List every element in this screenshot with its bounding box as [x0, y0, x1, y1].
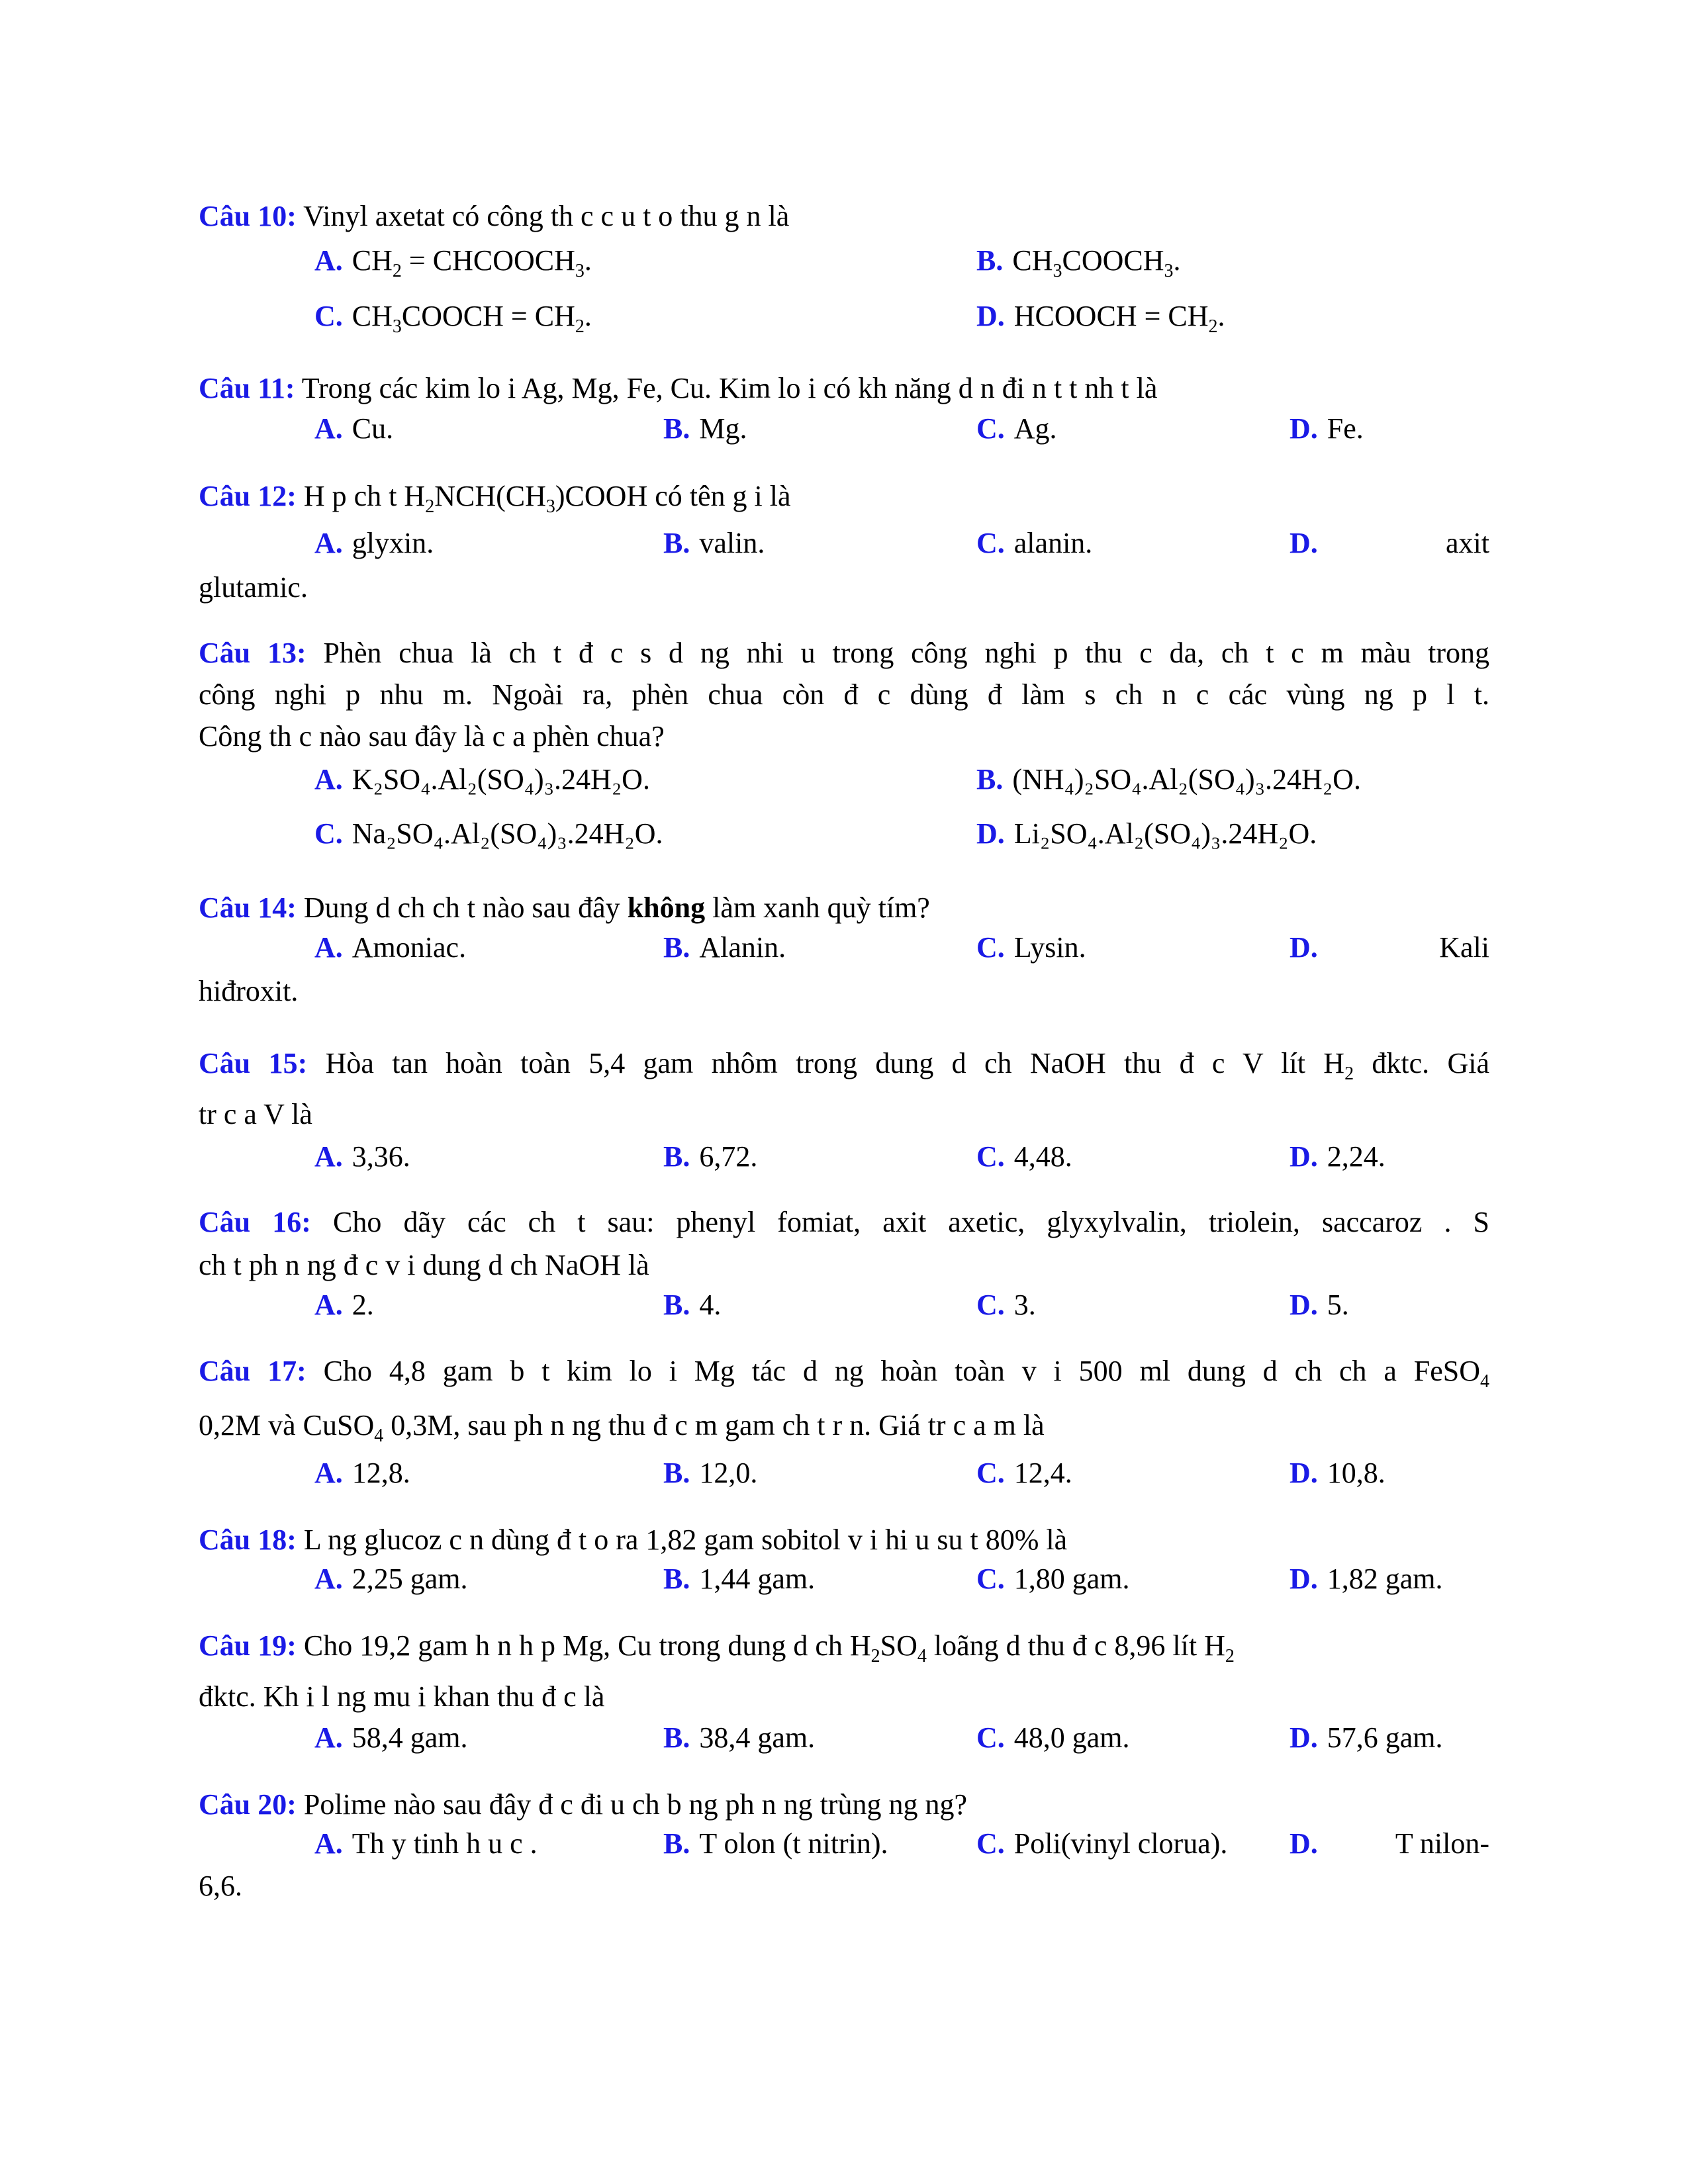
option-b: B. 1,44 gam. — [663, 1563, 816, 1595]
option-c: C. Na₂SO₄.Al₂(SO₄)₃.24H₂O. — [314, 817, 663, 850]
question-text: Polime nào sau đây đ c đi u ch b ng ph n ng trùng ng ng? — [303, 1788, 967, 1821]
option-d: D. T nilon- — [1289, 1827, 1489, 1860]
question-text: Cho 4,8 gam b t kim lo i Mg tác d ng hoàn toàn v i 500 ml dung d ch ch a FeSO$_4$ — [323, 1355, 1490, 1392]
question-number: Câu 10: — [199, 200, 297, 232]
question-number: Câu 15: — [199, 1047, 308, 1079]
question-19-line-2: đktc. Kh i l ng mu i khan thu đ c là — [199, 1680, 605, 1713]
question-13-line-2: công nghi p nhu m. Ngoài ra, phèn chua còn đ c dùng đ làm s ch n c các vùng ng p l t. — [199, 678, 1489, 711]
option-a: A. K₂SO₄.Al₂(SO₄)₃.24H₂O. — [314, 763, 650, 796]
question-16-line-1 — [199, 1201, 1489, 1244]
option-d: D. 2,24. — [1289, 1140, 1385, 1173]
question-10 — [199, 195, 1489, 238]
option-b: B. 4. — [663, 1289, 722, 1321]
option-d: D. 5. — [1289, 1289, 1349, 1321]
option-a: A. Amoniac. — [314, 931, 467, 964]
question-text: Cho 19,2 gam h n h p Mg, Cu trong dung d ch $H_2SO_4$ loãng d thu đ c 8,96 lít $H_2$ — [303, 1629, 1235, 1666]
question-text: Hòa tan hoàn toàn 5,4 gam nhôm trong dung d ch NaOH thu đ c V lít $H_2$ đktc. Giá — [325, 1047, 1489, 1084]
question-11 — [199, 367, 1489, 410]
option-b: B. 38,4 gam. — [663, 1721, 816, 1754]
option-a: A. glyxin. — [314, 527, 434, 559]
option-a: A. $CH_2$ = $CHCOOCH_3$. — [314, 244, 592, 281]
option-b: B. T olon (t nitrin). — [663, 1827, 888, 1860]
question-20 — [199, 1784, 1489, 1826]
question-text: Dung d ch ch t nào sau đây không làm xanh quỳ tím? — [303, 891, 930, 924]
question-number: Câu 19: — [199, 1629, 297, 1662]
option-d: D. 1,82 gam. — [1289, 1563, 1443, 1595]
option-d: D. 10,8. — [1289, 1457, 1385, 1489]
question-number: Câu 14: — [199, 891, 297, 924]
option-b: B. 12,0. — [663, 1457, 758, 1489]
question-17-line-2: 0,2M và CuSO$_4$ 0,3M, sau ph n ng thu đ c m gam ch t r n. Giá tr c a m là — [199, 1409, 1045, 1446]
option-c: C. 1,80 gam. — [976, 1563, 1130, 1595]
option-d: D. Li₂SO₄.Al₂(SO₄)₃.24H₂O. — [976, 817, 1317, 850]
option-c: C. 48,0 gam. — [976, 1721, 1130, 1754]
option-continuation: hiđroxit. — [199, 975, 299, 1007]
option-c: C. 3. — [976, 1289, 1036, 1321]
question-16-line-2: ch t ph n ng đ c v i dung d ch NaOH là — [199, 1249, 649, 1281]
question-17-line-1 — [199, 1350, 1489, 1392]
question-number: Câu 12: — [199, 480, 297, 512]
option-b: B. valin. — [663, 527, 765, 559]
option-a: A. Th y tinh h u c . — [314, 1827, 538, 1860]
question-number: Câu 16: — [199, 1206, 311, 1238]
option-d: D. Kali — [1289, 931, 1489, 964]
question-number: Câu 11: — [199, 372, 295, 404]
option-a: A. 2,25 gam. — [314, 1563, 468, 1595]
question-13-line-3: Công th c nào sau đây là c a phèn chua? — [199, 720, 665, 752]
question-text: L ng glucoz c n dùng đ t o ra 1,82 gam sobitol v i hi u su t 80% là — [303, 1524, 1068, 1556]
question-12 — [199, 475, 1489, 518]
question-text: Vinyl axetat có công th c c u t o thu g n là — [303, 200, 790, 232]
option-c: C. $CH_3COOCH = CH_2$. — [314, 300, 592, 337]
option-d: D. axit — [1289, 527, 1489, 559]
question-15-line-1 — [199, 1042, 1489, 1085]
option-b: B. Mg. — [663, 412, 747, 445]
option-a: A. 3,36. — [314, 1140, 410, 1173]
option-a: A. 58,4 gam. — [314, 1721, 468, 1754]
option-continuation: glutamic. — [199, 571, 308, 604]
question-14 — [199, 887, 1489, 929]
question-15-line-2: tr c a V là — [199, 1098, 312, 1130]
option-c: C. 12,4. — [976, 1457, 1072, 1489]
question-text: Cho dãy các ch t sau: phenyl fomiat, axit axetic, glyxylvalin, triolein, saccaroz . S — [333, 1206, 1489, 1238]
question-number: Câu 20: — [199, 1788, 297, 1821]
question-text: H p ch t $H_2NCH(CH_3)COOH$ có tên g i là — [303, 480, 791, 517]
question-number: Câu 17: — [199, 1355, 306, 1387]
question-text: Trong các kim lo i Ag, Mg, Fe, Cu. Kim lo i có kh năng d n đi n t t nh t là — [301, 372, 1158, 404]
question-text: Phèn chua là ch t đ c s d ng nhi u trong công nghi p thu c da, ch t c m màu trong — [323, 637, 1490, 669]
option-c: C. Ag. — [976, 412, 1057, 445]
question-19-line-1 — [199, 1625, 1489, 1667]
option-c: C. Lysin. — [976, 931, 1086, 964]
question-13-line-1 — [199, 632, 1489, 674]
question-18 — [199, 1519, 1489, 1561]
option-a: A. 2. — [314, 1289, 374, 1321]
option-d: D. Fe. — [1289, 412, 1364, 445]
option-a: A. 12,8. — [314, 1457, 410, 1489]
option-c: C. 4,48. — [976, 1140, 1072, 1173]
option-d: D. HCOOCH = $CH_2$. — [976, 300, 1225, 337]
option-b: B. (NH₄)₂SO₄.Al₂(SO₄)₃.24H₂O. — [976, 763, 1361, 796]
question-number: Câu 18: — [199, 1524, 297, 1556]
option-c: C. Poli(vinyl clorua). — [976, 1827, 1228, 1860]
option-a: A. Cu. — [314, 412, 394, 445]
option-c: C. alanin. — [976, 527, 1093, 559]
option-continuation: 6,6. — [199, 1870, 242, 1902]
option-b: B. $CH_3COOCH_3$. — [976, 244, 1181, 281]
option-d: D. 57,6 gam. — [1289, 1721, 1443, 1754]
option-b: B. 6,72. — [663, 1140, 758, 1173]
question-number: Câu 13: — [199, 637, 306, 669]
option-b: B. Alanin. — [663, 931, 786, 964]
